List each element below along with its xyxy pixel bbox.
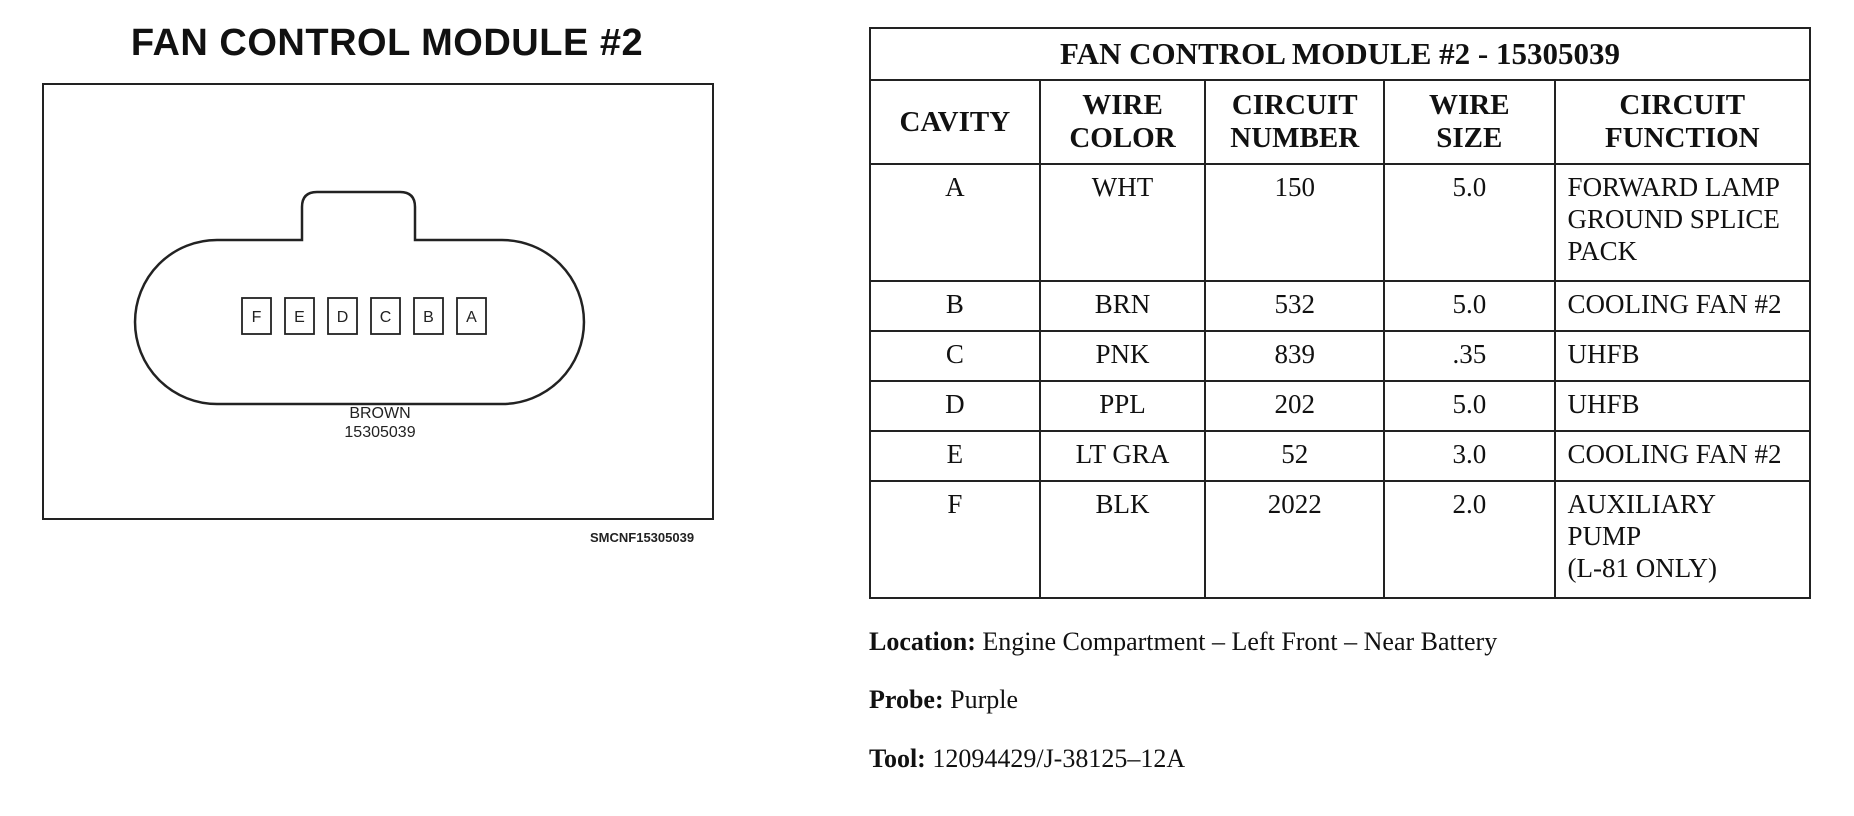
- cavity-cell: A: [870, 164, 1040, 281]
- circuit-function-cell: AUXILIARY PUMP (L-81 ONLY): [1555, 481, 1810, 598]
- table-row: [870, 431, 1810, 481]
- circuit-number-cell: 532: [1205, 281, 1384, 331]
- pin-cavity-b: [414, 298, 443, 334]
- header-wire-color: WIRE COLOR: [1040, 80, 1206, 164]
- header-wire-size: WIRE SIZE: [1384, 80, 1554, 164]
- pin-cavities: [242, 298, 486, 334]
- wire-color-cell: PPL: [1040, 381, 1206, 431]
- pin-label: F: [251, 309, 262, 326]
- diagram-code: SMCNF15305039: [590, 530, 695, 545]
- cavity-cell: C: [870, 331, 1040, 381]
- pin-cavity-e: [285, 298, 314, 334]
- location-value: Engine Compartment – Left Front – Near Battery: [982, 627, 1498, 656]
- table-caption: FAN CONTROL MODULE #2 - 15305039: [870, 28, 1810, 80]
- pin-label: A: [466, 309, 477, 326]
- pin-label: B: [423, 309, 434, 326]
- tool-label: Tool:: [869, 744, 926, 773]
- circuit-number-cell: 839: [1205, 331, 1384, 381]
- circuit-number-cell: 150: [1205, 164, 1384, 281]
- circuit-number-cell: 202: [1205, 381, 1384, 431]
- location-note: [869, 627, 1497, 657]
- circuit-function-cell: UHFB: [1555, 331, 1810, 381]
- table-row: [870, 281, 1810, 331]
- wire-color-cell: WHT: [1040, 164, 1206, 281]
- pin-cavity-f: [242, 298, 271, 334]
- cavity-cell: D: [870, 381, 1040, 431]
- circuit-function-cell: FORWARD LAMP GROUND SPLICE PACK: [1555, 164, 1810, 281]
- wire-size-cell: 3.0: [1384, 431, 1554, 481]
- table-row: [870, 481, 1810, 598]
- connector-color-label: BROWN: [349, 405, 411, 422]
- pin-cavity-d: [328, 298, 357, 334]
- pin-cavity-a: [457, 298, 486, 334]
- circuit-function-cell: COOLING FAN #2: [1555, 431, 1810, 481]
- pinout-table: [869, 27, 1811, 599]
- cavity-cell: F: [870, 481, 1040, 598]
- probe-note: [869, 685, 1018, 715]
- tool-value: 12094429/J-38125–12A: [932, 744, 1186, 773]
- table-row: [870, 381, 1810, 431]
- table-row: [870, 164, 1810, 281]
- header-cavity: CAVITY: [870, 80, 1040, 164]
- wire-size-cell: 2.0: [1384, 481, 1554, 598]
- connector-part-number: 15305039: [344, 424, 416, 441]
- wire-size-cell: 5.0: [1384, 164, 1554, 281]
- header-circuit-number: CIRCUIT NUMBER: [1205, 80, 1384, 164]
- wire-color-cell: PNK: [1040, 331, 1206, 381]
- pin-label: E: [294, 309, 305, 326]
- pin-label: C: [379, 309, 392, 326]
- wire-color-cell: LT GRA: [1040, 431, 1206, 481]
- cavity-cell: B: [870, 281, 1040, 331]
- header-circuit-function: CIRCUIT FUNCTION: [1555, 80, 1810, 164]
- connector-face-icon: [44, 85, 712, 518]
- circuit-number-cell: 2022: [1205, 481, 1384, 598]
- pin-label: D: [336, 309, 349, 326]
- diagram-title: FAN CONTROL MODULE #2: [130, 22, 644, 64]
- wire-color-cell: BRN: [1040, 281, 1206, 331]
- pin-cavity-c: [371, 298, 400, 334]
- wire-color-cell: BLK: [1040, 481, 1206, 598]
- cavity-cell: E: [870, 431, 1040, 481]
- probe-label: Probe:: [869, 685, 944, 714]
- circuit-function-cell: UHFB: [1555, 381, 1810, 431]
- connector-diagram-frame: [42, 83, 714, 520]
- tool-note: [869, 744, 1185, 774]
- wire-size-cell: 5.0: [1384, 281, 1554, 331]
- wire-size-cell: 5.0: [1384, 381, 1554, 431]
- circuit-function-cell: COOLING FAN #2: [1555, 281, 1810, 331]
- circuit-number-cell: 52: [1205, 431, 1384, 481]
- table-row: [870, 331, 1810, 381]
- location-label: Location:: [869, 627, 976, 656]
- wire-size-cell: .35: [1384, 331, 1554, 381]
- probe-value: Purple: [950, 685, 1019, 714]
